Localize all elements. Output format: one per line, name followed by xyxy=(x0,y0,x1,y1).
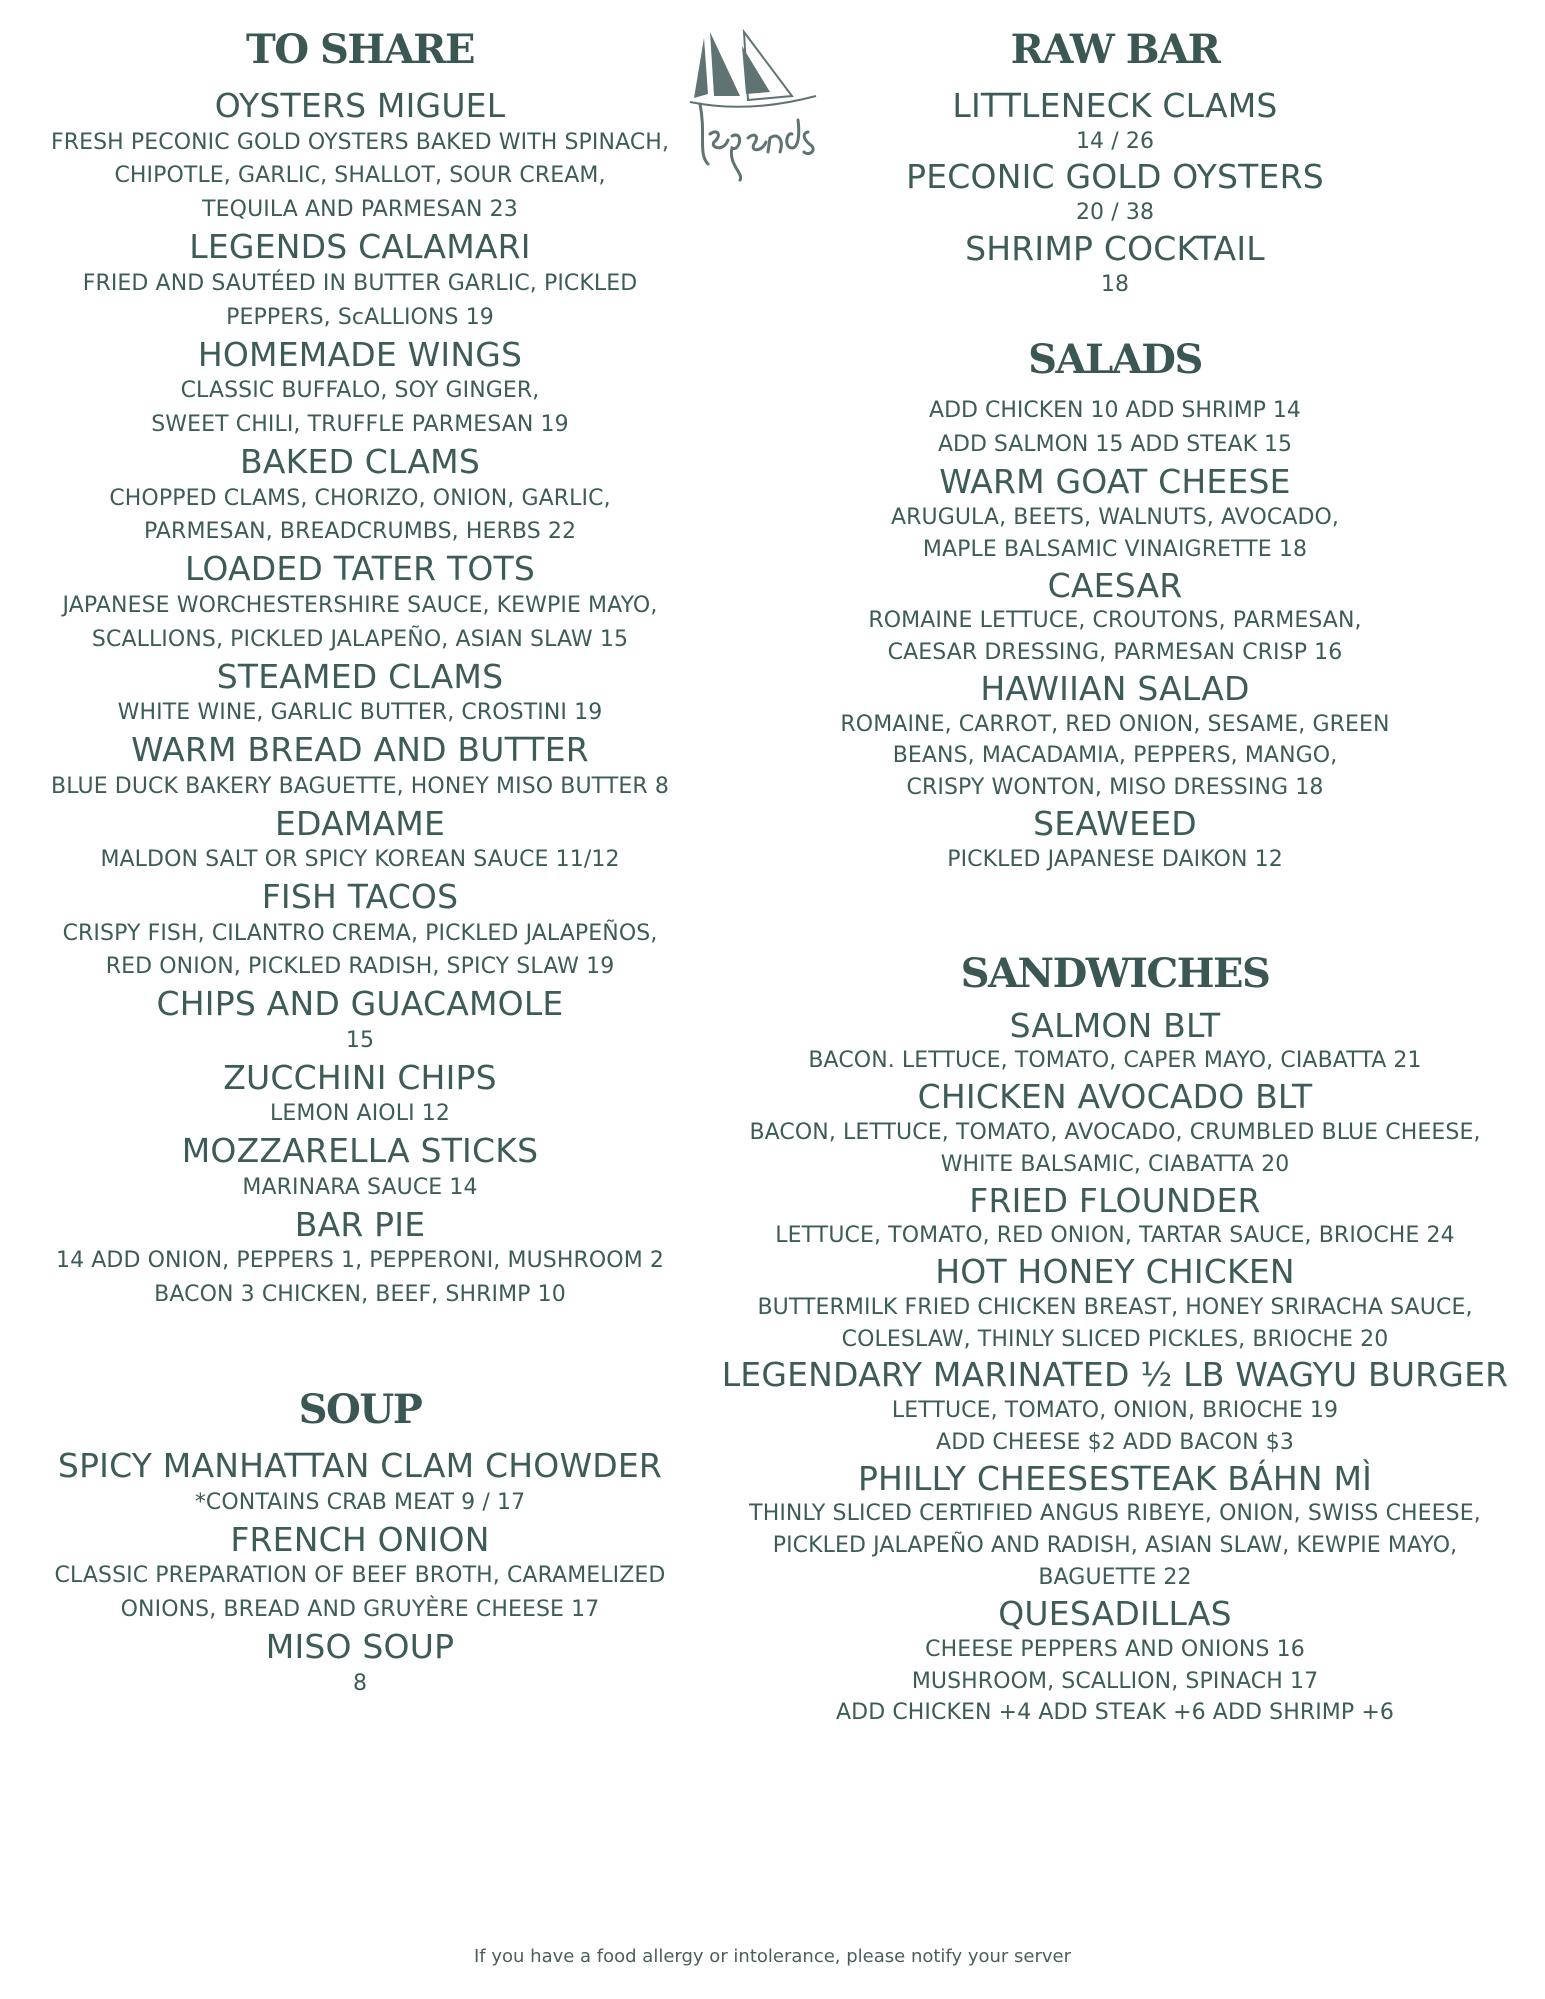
menu-item-description: ROMAINE LETTUCE, CROUTONS, PARMESAN, CAESAR DRESSING, PARMESAN CRISP 16 xyxy=(868,608,1362,666)
menu-item-description: MALDON SALT OR SPICY KOREAN SAUCE 11/12 xyxy=(100,847,620,873)
menu-item xyxy=(40,442,680,549)
menu-item xyxy=(720,1181,1510,1252)
menu-item-name: CAESAR xyxy=(1047,565,1183,605)
menu-item-name: STEAMED CLAMS xyxy=(216,656,504,696)
menu-item-name: SHRIMP COCKTAIL xyxy=(965,228,1265,268)
menu-item-description: 14 / 26 xyxy=(1075,128,1155,154)
menu-item xyxy=(720,566,1510,669)
menu-item-name: PECONIC GOLD OYSTERS xyxy=(906,157,1324,197)
menu-item xyxy=(720,86,1510,157)
right-column xyxy=(720,0,1510,1729)
menu-item-name: WARM BREAD AND BUTTER xyxy=(131,730,589,770)
menu-item-description: BACON, LETTUCE, TOMATO, AVOCADO, CRUMBLED BLUE CHEESE, WHITE BALSAMIC, CIABATTA 20 xyxy=(749,1119,1481,1177)
menu-item xyxy=(40,1520,680,1627)
menu-item-description: CRISPY FISH, CILANTRO CREMA, PICKLED JALAPEÑOS, RED ONION, PICKLED RADISH, SPICY SLAW 19 xyxy=(62,920,658,980)
section-title-soup: SOUP xyxy=(298,1386,422,1434)
menu-item xyxy=(40,877,680,984)
menu-item-name: HOMEMADE WINGS xyxy=(197,334,523,374)
section-title-to-share: TO SHARE xyxy=(246,26,474,73)
menu-item-name: SALMON BLT xyxy=(1009,1005,1221,1045)
menu-item xyxy=(40,984,680,1057)
menu-item-description: BACON. LETTUCE, TOMATO, CAPER MAYO, CIABATTA 21 xyxy=(808,1048,1422,1074)
menu-item xyxy=(40,804,680,877)
menu-item-name: SPICY MANHATTAN CLAM CHOWDER xyxy=(57,1446,663,1486)
menu-item xyxy=(720,1355,1510,1458)
menu-item xyxy=(40,1058,680,1131)
menu-item xyxy=(720,1459,1510,1594)
menu-item-name: BAR PIE xyxy=(294,1204,426,1244)
menu-item-name: WARM GOAT CHEESE xyxy=(939,462,1291,502)
section-title-sandwiches: SANDWICHES xyxy=(960,949,1270,997)
menu-item xyxy=(720,1594,1510,1729)
salads-list xyxy=(720,462,1510,876)
menu-item-name: PHILLY CHEESESTEAK BÁHN MÌ xyxy=(857,1458,1373,1498)
menu-item-name: MOZZARELLA STICKS xyxy=(181,1131,539,1171)
menu-item-name: SEAWEED xyxy=(1033,804,1197,844)
menu-item-description: WHITE WINE, GARLIC BUTTER, CROSTINI 19 xyxy=(117,700,603,726)
menu-item-name: LITTLENECK CLAMS xyxy=(952,86,1278,125)
allergy-footer-note: If you have a food allergy or intolerance, please notify your server xyxy=(474,1946,1071,1967)
sandwiches-list xyxy=(720,1006,1510,1730)
menu-item-description: CLASSIC BUFFALO, SOY GINGER, SWEET CHILI, TRUFFLE PARMESAN 19 xyxy=(151,378,569,438)
menu-item-name: FRENCH ONION xyxy=(230,1519,490,1559)
menu-item-description: BUTTERMILK FRIED CHICKEN BREAST, HONEY SRIRACHA SAUCE, COLESLAW, THINLY SLICED PICKLES, BRIOCHE 20 xyxy=(757,1294,1473,1352)
menu-item-name: FISH TACOS xyxy=(261,877,459,916)
raw-bar-list xyxy=(720,86,1510,300)
menu-item-name: MISO SOUP xyxy=(265,1626,455,1666)
menu-item-name: CHICKEN AVOCADO BLT xyxy=(917,1077,1313,1117)
menu-item xyxy=(40,227,680,334)
menu-item-description: ARUGULA, BEETS, WALNUTS, AVOCADO, MAPLE BALSAMIC VINAIGRETTE 18 xyxy=(890,504,1340,562)
to-share-list xyxy=(40,86,680,1312)
menu-item-description: LETTUCE, TOMATO, RED ONION, TARTAR SAUCE, BRIOCHE 24 xyxy=(775,1223,1455,1249)
menu-item xyxy=(720,462,1510,565)
menu-item-description: JAPANESE WORCHESTERSHIRE SAUCE, KEWPIE MAYO, SCALLIONS, PICKLED JALAPEÑO, ASIAN SLAW 15 xyxy=(62,592,658,652)
menu-item-name: QUESADILLAS xyxy=(998,1594,1232,1634)
menu-item-description: CHEESE PEPPERS AND ONIONS 16 MUSHROOM, SCALLION, SPINACH 17 ADD CHICKEN +4 ADD STEAK +6 ADD SHRIMP +6 xyxy=(836,1636,1394,1726)
menu-item xyxy=(40,1131,680,1204)
menu-item-description: 20 / 38 xyxy=(1075,200,1155,226)
menu-item-name: BAKED CLAMS xyxy=(240,441,480,481)
menu-item-description: FRESH PECONIC GOLD OYSTERS BAKED WITH SPINACH, CHIPOTLE, GARLIC, SHALLOT, SOUR CREAM, TEQUILA AND PARMESAN 23 xyxy=(50,129,670,223)
menu-item-name: ZUCCHINI CHIPS xyxy=(223,1057,497,1097)
menu-item xyxy=(720,804,1510,875)
salads-add-ons-note: ADD CHICKEN 10 ADD SHRIMP 14 ADD SALMON 15 ADD STEAK 15 xyxy=(929,398,1301,458)
menu-item xyxy=(720,157,1510,228)
menu-item-description: LEMON AIOLI 12 xyxy=(270,1101,450,1127)
menu-item-name: OYSTERS MIGUEL xyxy=(214,86,506,125)
menu-item-description: 18 xyxy=(1100,271,1130,297)
section-title-salads: SALADS xyxy=(1028,336,1202,384)
menu-item xyxy=(40,730,680,803)
menu-item-name: LEGENDARY MARINATED ½ LB WAGYU BURGER xyxy=(721,1355,1509,1395)
left-column xyxy=(40,0,680,1700)
menu-item-description: 8 xyxy=(352,1670,368,1696)
menu-item-description: THINLY SLICED CERTIFIED ANGUS RIBEYE, ONION, SWISS CHEESE, PICKLED JALAPEÑO AND RADISH, ASIAN SLAW, KEWPIE MAYO, BAGUETTE 22 xyxy=(749,1501,1481,1591)
menu-item xyxy=(40,335,680,442)
menu-item-name: FRIED FLOUNDER xyxy=(969,1180,1261,1220)
menu-item-description: *CONTAINS CRAB MEAT 9 / 17 xyxy=(194,1489,526,1515)
menu-item xyxy=(720,1252,1510,1355)
menu-item-name: EDAMAME xyxy=(274,803,446,843)
menu-item-description: 14 ADD ONION, PEPPERS 1, PEPPERONI, MUSHROOM 2 BACON 3 CHICKEN, BEEF, SHRIMP 10 xyxy=(56,1248,664,1308)
menu-item xyxy=(720,1077,1510,1180)
menu-item xyxy=(40,1205,680,1312)
menu-item-name: HAWIIAN SALAD xyxy=(980,668,1250,708)
menu-item-description: CLASSIC PREPARATION OF BEEF BROTH, CARAMELIZED ONIONS, BREAD AND GRUYÈRE CHEESE 17 xyxy=(54,1563,666,1623)
section-title-raw-bar: RAW BAR xyxy=(1010,26,1220,73)
menu-item-description: ROMAINE, CARROT, RED ONION, SESAME, GREEN BEANS, MACADAMIA, PEPPERS, MANGO, CRISPY WONTON, MISO DRESSING 18 xyxy=(840,711,1390,801)
menu-item-name: CHIPS AND GUACAMOLE xyxy=(156,984,564,1024)
menu-item xyxy=(720,669,1510,804)
menu-item xyxy=(40,86,680,227)
menu-item xyxy=(720,229,1510,300)
menu-item xyxy=(40,1627,680,1700)
menu-item xyxy=(40,1446,680,1519)
menu-item-name: HOT HONEY CHICKEN xyxy=(935,1252,1295,1292)
menu-item-description: 15 xyxy=(345,1027,375,1053)
menu-item-description: FRIED AND SAUTÉED IN BUTTER GARLIC, PICKLED PEPPERS, ScALLIONS 19 xyxy=(82,270,638,330)
menu-item-description: CHOPPED CLAMS, CHORIZO, ONION, GARLIC, PARMESAN, BREADCRUMBS, HERBS 22 xyxy=(109,485,611,545)
menu-item-description: MARINARA SAUCE 14 xyxy=(242,1174,478,1200)
menu-item xyxy=(40,657,680,730)
menu-item-description: BLUE DUCK BAKERY BAGUETTE, HONEY MISO BUTTER 8 xyxy=(51,773,669,799)
menu-item-description: PICKLED JAPANESE DAIKON 12 xyxy=(947,846,1283,872)
menu-item xyxy=(40,549,680,656)
soup-list xyxy=(40,1446,680,1700)
menu-item-name: LOADED TATER TOTS xyxy=(184,549,535,589)
menu-item-description: LETTUCE, TOMATO, ONION, BRIOCHE 19 ADD CHEESE $2 ADD BACON $3 xyxy=(891,1398,1339,1455)
menu-item xyxy=(720,1006,1510,1077)
menu-item-name: LEGENDS CALAMARI xyxy=(189,227,531,267)
